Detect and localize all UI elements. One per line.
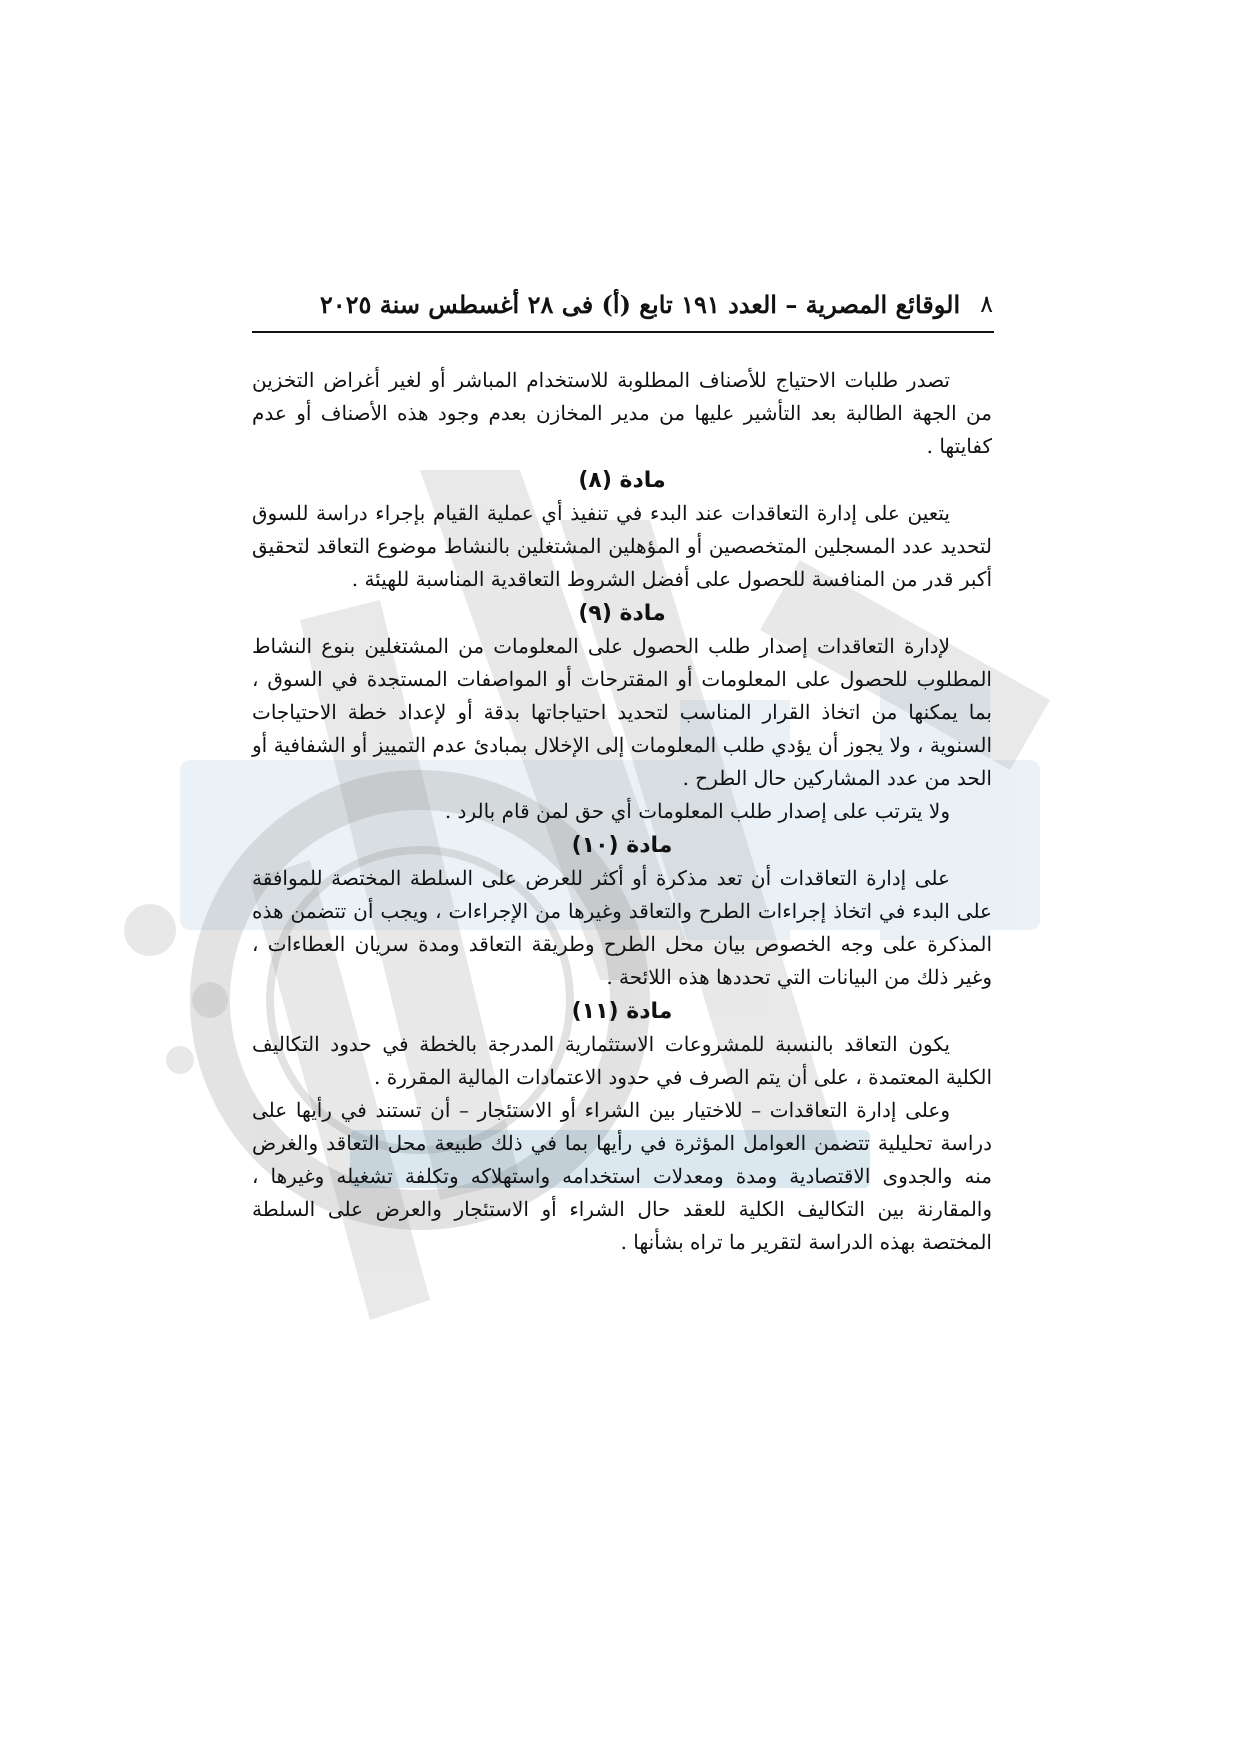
article-8-title: مادة (٨)	[578, 468, 666, 493]
gazette-title: الوقائع المصرية – العدد ١٩١ تابع (أ) فى ٢٨ أغسطس سنة ٢٠٢٥	[319, 289, 961, 319]
document-body	[252, 364, 992, 1259]
article-9-text: لإدارة التعاقدات إصدار طلب الحصول على المعلومات من المشتغلين بنوع النشاط المطلوب للحصول على المعلومات أو المقترحات أو المواصفات المستجدة في السوق ، بما يمكنها من اتخاذ القرار المناسب لتحديد احتياجاتها بدقة أو لإعداد خطة الاحتياجات السنوية ، ولا يجوز أن يؤدي طلب المعلومات إلى الإخلال بمبادئ عدم التمييز أو الشفافية أو الحد من عدد المشاركين حال الطرح .	[252, 634, 992, 790]
article-11-text: يكون التعاقد بالنسبة للمشروعات الاستثمارية المدرجة بالخطة في حدود التكاليف الكلية المعتمدة ، على أن يتم الصرف في حدود الاعتمادات المالية المقررة .	[252, 1032, 992, 1089]
paragraph: تصدر طلبات الاحتياج للأصناف المطلوبة للاستخدام المباشر أو لغير أغراض التخزين من الجهة الطالبة بعد التأشير عليها من مدير المخازن بعدم وجود هذه الأصناف أو عدم كفايتها .	[252, 368, 992, 458]
page-header	[255, 284, 993, 324]
article-11-title: مادة (١١)	[571, 999, 673, 1024]
article-10-text: على إدارة التعاقدات أن تعد مذكرة أو أكثر للعرض على السلطة المختصة للموافقة على البدء في اتخاذ إجراءات الطرح والتعاقد وغيرها من الإجراءات ، ويجب أن تتضمن هذه المذكرة على وجه الخصوص بيان محل الطرح وطريقة التعاقد ومدة سريان العطاءات ، وغير ذلك من البيانات التي تحددها هذه اللائحة .	[252, 866, 992, 989]
article-8-text: يتعين على إدارة التعاقدات عند البدء في تنفيذ أي عملية القيام بإجراء دراسة للسوق لتحديد عدد المسجلين المتخصصين أو المؤهلين المشتغلين بالنشاط موضوع التعاقد لتحقيق أكبر قدر من المنافسة للحصول على أفضل الشروط التعاقدية المناسبة للهيئة .	[252, 501, 992, 591]
article-9-text-2: ولا يترتب على إصدار طلب المعلومات أي حق لمن قام بالرد .	[444, 799, 950, 823]
article-11-text-2: وعلى إدارة التعاقدات – للاختيار بين الشراء أو الاستئجار – أن تستند في رأيها على دراسة تحليلية تتضمن العوامل المؤثرة في رأيها بما في ذلك طبيعة محل التعاقد والغرض منه والجدوى الاقتصادية ومدة ومعدلات استخدامه واستهلاكه وتكلفة تشغيله وغيرها ، والمقارنة بين التكاليف الكلية للعقد حال الشراء أو الاستئجار والعرض على السلطة المختصة بهذه الدراسة لتقرير ما تراه بشأنها .	[252, 1098, 992, 1254]
header-divider	[252, 331, 994, 333]
page-number: ٨	[980, 290, 993, 318]
article-9-title: مادة (٩)	[578, 601, 666, 626]
article-10-title: مادة (١٠)	[571, 833, 673, 858]
